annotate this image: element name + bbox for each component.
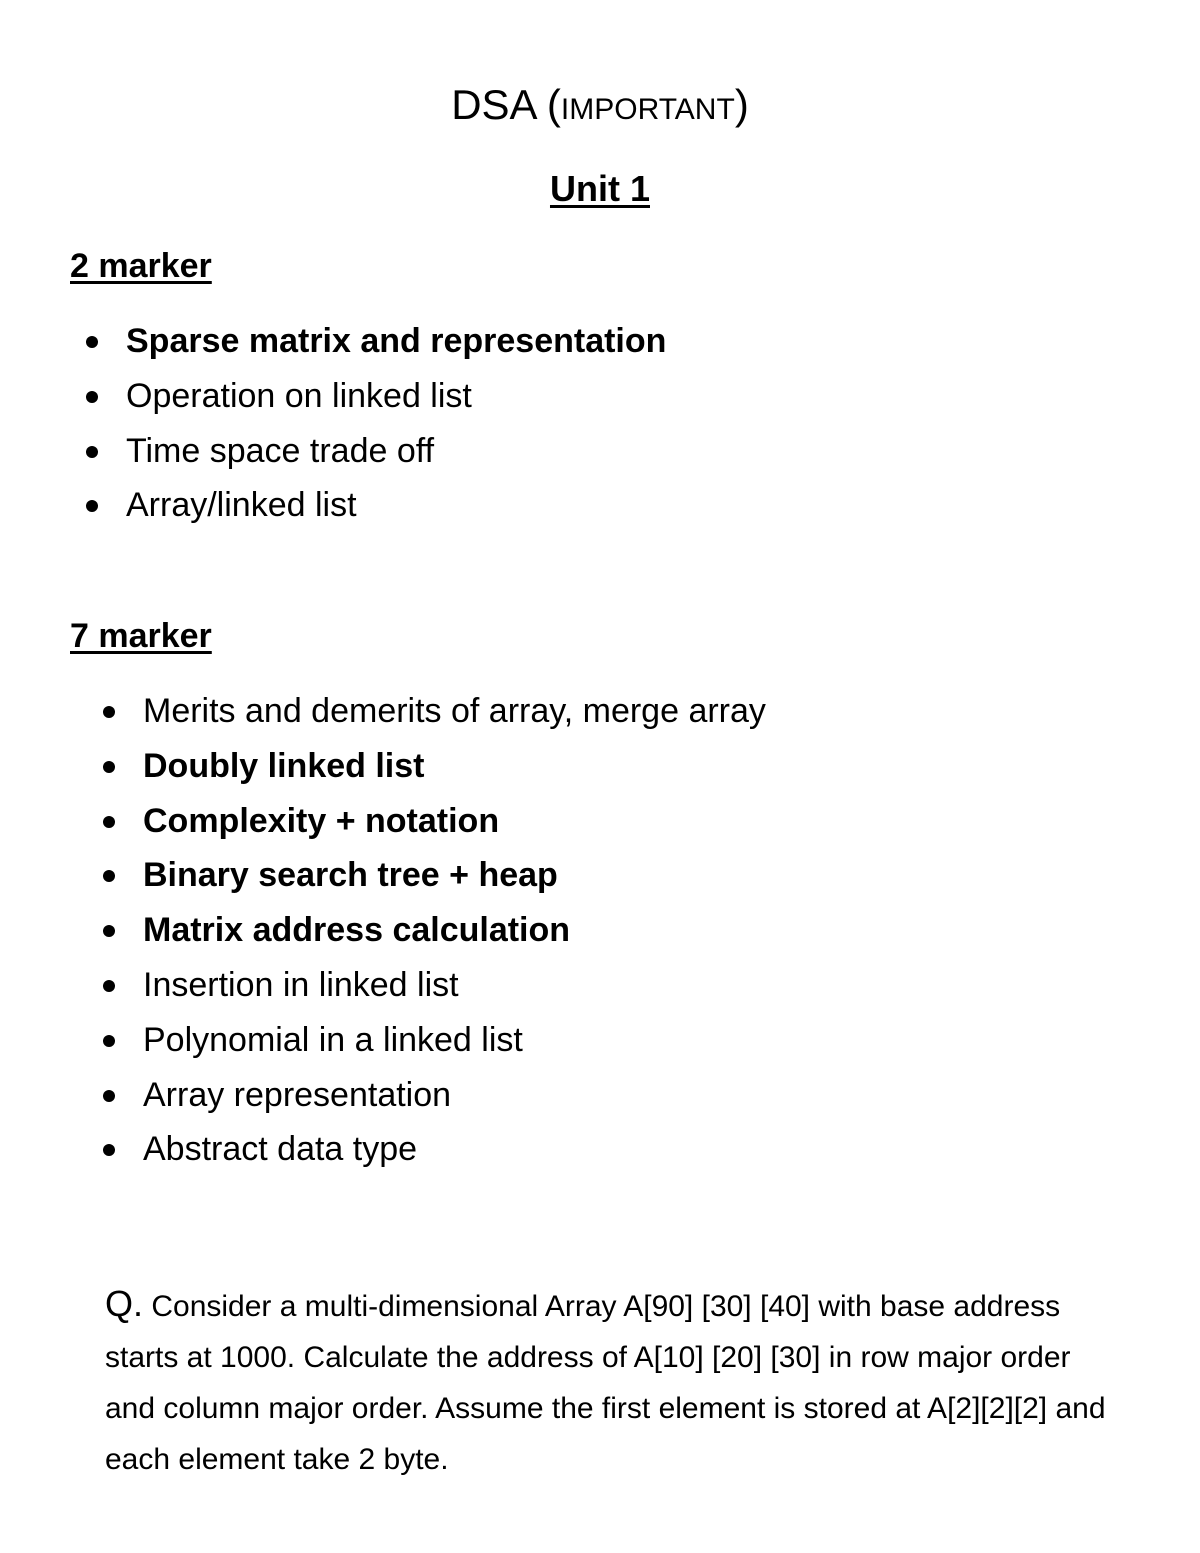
list-item-text: Array representation: [143, 1075, 452, 1114]
list-item-text: Binary search tree + heap: [143, 856, 558, 895]
title-paren-open: (: [546, 81, 561, 128]
bullet-icon: [103, 761, 115, 773]
list-item: [70, 314, 666, 369]
list-item-text: Array/linked list: [126, 486, 357, 525]
list-item-text: Operation on linked list: [126, 376, 472, 415]
list-item-text: Merits and demerits of array, merge array: [143, 692, 766, 730]
list-item-text: Polynomial in a linked list: [143, 1020, 523, 1059]
list-item: [87, 684, 766, 739]
list-item: [87, 1122, 766, 1177]
document-title: [0, 80, 1200, 135]
unit-heading: Unit 1: [549, 168, 650, 209]
section-7-marker-heading: 7 marker: [70, 617, 212, 655]
section-2-marker-list: [70, 314, 666, 533]
list-item: [87, 958, 766, 1013]
list-item-text: Complexity + notation: [143, 801, 500, 840]
bullet-icon: [86, 391, 98, 403]
list-item: [87, 903, 766, 958]
list-item: [70, 369, 666, 424]
list-item-text: Doubly linked list: [143, 746, 425, 785]
bullet-icon: [103, 1035, 115, 1047]
list-item: [87, 1068, 766, 1123]
question-paragraph: [105, 1278, 1115, 1485]
title-paren-close: ): [734, 81, 749, 128]
section-7-marker-list: [87, 684, 766, 1177]
question-text: Consider a multi-dimensional Array A[90] [30] [40] with base address starts at 1000. Calculate the address of A[10] [20] [30] in row major order and column major order. Assume the first element is stored at A[2][2][2] and each element take 2 byte.: [105, 1290, 1106, 1476]
list-item: [87, 848, 766, 903]
bullet-icon: [86, 500, 98, 512]
bullet-icon: [86, 336, 98, 348]
bullet-icon: [103, 1144, 115, 1156]
list-item-text: Time space trade off: [126, 431, 435, 470]
bullet-icon: [103, 870, 115, 882]
bullet-icon: [103, 706, 115, 718]
bullet-icon: [103, 980, 115, 992]
list-item: [70, 424, 666, 479]
bullet-icon: [86, 446, 98, 458]
section-2-marker-heading: 2 marker: [70, 247, 212, 285]
list-item-text: Sparse matrix and representation: [126, 322, 667, 360]
list-item: [87, 739, 766, 794]
title-note: IMPORTANT: [560, 93, 735, 126]
list-item-text: Insertion in linked list: [143, 965, 459, 1004]
list-item-text: Abstract data type: [143, 1130, 418, 1169]
bullet-icon: [103, 816, 115, 828]
bullet-icon: [103, 925, 115, 937]
question-prefix: Q.: [105, 1283, 144, 1324]
list-item: [70, 478, 666, 533]
bullet-icon: [103, 1090, 115, 1102]
list-item: [87, 1013, 766, 1068]
title-main: DSA: [451, 81, 536, 128]
list-item-text: Matrix address calculation: [143, 911, 571, 950]
list-item: [87, 794, 766, 849]
